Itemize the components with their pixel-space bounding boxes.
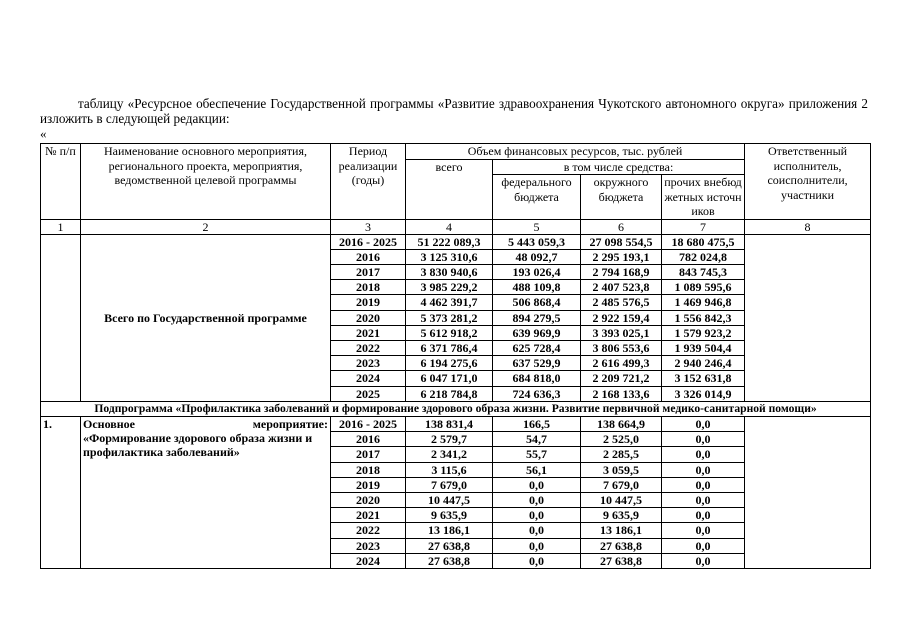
cell-district: 2 168 133,6 bbox=[581, 386, 662, 401]
cell-total: 5 373 281,2 bbox=[406, 310, 493, 325]
cell-district: 27 638,8 bbox=[581, 538, 662, 553]
cell-other: 0,0 bbox=[662, 553, 745, 568]
cell-other: 0,0 bbox=[662, 416, 745, 431]
activity-responsible-cell bbox=[745, 416, 871, 568]
cell-total: 2 341,2 bbox=[406, 447, 493, 462]
cell-period: 2017 bbox=[331, 264, 406, 279]
cell-federal: 56,1 bbox=[493, 462, 581, 477]
cell-total: 138 831,4 bbox=[406, 416, 493, 431]
cell-other: 0,0 bbox=[662, 432, 745, 447]
cell-other: 1 939 504,4 bbox=[662, 340, 745, 355]
table-row bbox=[41, 416, 871, 431]
resource-table bbox=[40, 143, 871, 569]
cell-period: 2017 bbox=[331, 447, 406, 462]
cell-total: 27 638,8 bbox=[406, 538, 493, 553]
activity-label bbox=[81, 416, 331, 568]
cell-district: 3 059,5 bbox=[581, 462, 662, 477]
cell-total: 3 125 310,6 bbox=[406, 249, 493, 264]
cell-period: 2021 bbox=[331, 325, 406, 340]
cell-total: 27 638,8 bbox=[406, 553, 493, 568]
cell-total: 6 218 784,8 bbox=[406, 386, 493, 401]
cell-federal: 0,0 bbox=[493, 508, 581, 523]
cell-federal: 724 636,3 bbox=[493, 386, 581, 401]
cell-federal: 0,0 bbox=[493, 477, 581, 492]
cell-district: 2 525,0 bbox=[581, 432, 662, 447]
cell-total: 9 635,9 bbox=[406, 508, 493, 523]
cell-federal: 166,5 bbox=[493, 416, 581, 431]
cell-district: 2 922 159,4 bbox=[581, 310, 662, 325]
cell-federal: 193 026,4 bbox=[493, 264, 581, 279]
colnum-1: 1 bbox=[41, 219, 81, 234]
cell-period: 2019 bbox=[331, 295, 406, 310]
cell-period: 2024 bbox=[331, 371, 406, 386]
cell-period: 2023 bbox=[331, 538, 406, 553]
cell-total: 7 679,0 bbox=[406, 477, 493, 492]
header-num: № п/п bbox=[41, 144, 81, 220]
header-total: всего bbox=[406, 159, 493, 219]
cell-other: 0,0 bbox=[662, 447, 745, 462]
colnum-4: 4 bbox=[406, 219, 493, 234]
cell-federal: 488 109,8 bbox=[493, 280, 581, 295]
cell-period: 2024 bbox=[331, 553, 406, 568]
cell-district: 13 186,1 bbox=[581, 523, 662, 538]
header-responsible: Ответственный исполнитель, соисполнители, участники bbox=[745, 144, 871, 220]
cell-district: 10 447,5 bbox=[581, 492, 662, 507]
cell-federal: 637 529,9 bbox=[493, 356, 581, 371]
colnum-6: 6 bbox=[581, 219, 662, 234]
colnum-7: 7 bbox=[662, 219, 745, 234]
cell-period: 2018 bbox=[331, 462, 406, 477]
cell-period: 2022 bbox=[331, 523, 406, 538]
column-numbers-row bbox=[41, 219, 871, 234]
cell-other: 782 024,8 bbox=[662, 249, 745, 264]
cell-total: 6 047 171,0 bbox=[406, 371, 493, 386]
cell-district: 3 393 025,1 bbox=[581, 325, 662, 340]
activity-num: 1. bbox=[41, 416, 81, 568]
cell-district: 27 098 554,5 bbox=[581, 234, 662, 249]
cell-other: 843 745,3 bbox=[662, 264, 745, 279]
cell-district: 27 638,8 bbox=[581, 553, 662, 568]
cell-other: 0,0 bbox=[662, 462, 745, 477]
subprogram-row bbox=[41, 401, 871, 416]
cell-federal: 54,7 bbox=[493, 432, 581, 447]
cell-period: 2016 bbox=[331, 432, 406, 447]
colnum-5: 5 bbox=[493, 219, 581, 234]
cell-other: 1 579 923,2 bbox=[662, 325, 745, 340]
cell-period: 2023 bbox=[331, 356, 406, 371]
cell-total: 6 371 786,4 bbox=[406, 340, 493, 355]
cell-other: 0,0 bbox=[662, 538, 745, 553]
intro-text: таблицу «Ресурсное обеспечение Государственной программы «Развитие здравоохранения Чукотского автономного округа» приложения 2 изложить в следующей редакции: bbox=[40, 96, 868, 126]
header-district: окружного бюджета bbox=[581, 175, 662, 220]
cell-district: 7 679,0 bbox=[581, 477, 662, 492]
header-period: Период реализации (годы) bbox=[331, 144, 406, 220]
subprogram-title: Подпрограмма «Профилактика заболеваний и формирование здорового образа жизни. Развитие первичной медико-санитарной помощи» bbox=[41, 401, 871, 416]
cell-district: 2 295 193,1 bbox=[581, 249, 662, 264]
cell-period: 2020 bbox=[331, 310, 406, 325]
cell-federal: 625 728,4 bbox=[493, 340, 581, 355]
cell-period: 2020 bbox=[331, 492, 406, 507]
cell-total: 5 612 918,2 bbox=[406, 325, 493, 340]
table-body bbox=[41, 144, 871, 569]
intro-paragraph bbox=[40, 96, 868, 126]
cell-total: 3 985 229,2 bbox=[406, 280, 493, 295]
cell-other: 18 680 475,5 bbox=[662, 234, 745, 249]
cell-other: 1 556 842,3 bbox=[662, 310, 745, 325]
cell-other: 1 469 946,8 bbox=[662, 295, 745, 310]
cell-other: 0,0 bbox=[662, 508, 745, 523]
total-responsible-cell bbox=[745, 234, 871, 401]
cell-period: 2018 bbox=[331, 280, 406, 295]
cell-district: 2 794 168,9 bbox=[581, 264, 662, 279]
cell-district: 2 285,5 bbox=[581, 447, 662, 462]
colnum-8: 8 bbox=[745, 219, 871, 234]
cell-district: 138 664,9 bbox=[581, 416, 662, 431]
cell-federal: 0,0 bbox=[493, 523, 581, 538]
cell-total: 13 186,1 bbox=[406, 523, 493, 538]
cell-total: 3 115,6 bbox=[406, 462, 493, 477]
cell-total: 10 447,5 bbox=[406, 492, 493, 507]
cell-federal: 0,0 bbox=[493, 553, 581, 568]
activity-label-line1: Основное мероприятие: bbox=[83, 416, 328, 431]
table-row bbox=[41, 234, 871, 249]
cell-district: 2 209 721,2 bbox=[581, 371, 662, 386]
cell-federal: 0,0 bbox=[493, 492, 581, 507]
cell-federal: 5 443 059,3 bbox=[493, 234, 581, 249]
header-row-1 bbox=[41, 144, 871, 160]
cell-period: 2016 - 2025 bbox=[331, 234, 406, 249]
cell-other: 2 940 246,4 bbox=[662, 356, 745, 371]
activity-label-rest: «Формирование здорового образа жизни и профилактика заболеваний» bbox=[83, 431, 313, 460]
cell-district: 2 485 576,5 bbox=[581, 295, 662, 310]
cell-other: 0,0 bbox=[662, 477, 745, 492]
cell-federal: 639 969,9 bbox=[493, 325, 581, 340]
cell-total: 51 222 089,3 bbox=[406, 234, 493, 249]
header-including: в том числе средства: bbox=[493, 159, 745, 175]
cell-federal: 506 868,4 bbox=[493, 295, 581, 310]
total-label: Всего по Государственной программе bbox=[81, 234, 331, 401]
total-num-cell bbox=[41, 234, 81, 401]
header-name: Наименование основного мероприятия, регионального проекта, мероприятия, ведомственной целевой программы bbox=[81, 144, 331, 220]
cell-period: 2021 bbox=[331, 508, 406, 523]
cell-district: 9 635,9 bbox=[581, 508, 662, 523]
cell-period: 2022 bbox=[331, 340, 406, 355]
colnum-3: 3 bbox=[331, 219, 406, 234]
cell-period: 2016 - 2025 bbox=[331, 416, 406, 431]
cell-period: 2025 bbox=[331, 386, 406, 401]
cell-total: 3 830 940,6 bbox=[406, 264, 493, 279]
cell-district: 3 806 553,6 bbox=[581, 340, 662, 355]
header-federal: федерального бюджета bbox=[493, 175, 581, 220]
cell-other: 0,0 bbox=[662, 523, 745, 538]
cell-federal: 0,0 bbox=[493, 538, 581, 553]
cell-federal: 894 279,5 bbox=[493, 310, 581, 325]
cell-other: 3 326 014,9 bbox=[662, 386, 745, 401]
colnum-2: 2 bbox=[81, 219, 331, 234]
cell-total: 2 579,7 bbox=[406, 432, 493, 447]
cell-other: 0,0 bbox=[662, 492, 745, 507]
cell-total: 6 194 275,6 bbox=[406, 356, 493, 371]
header-other: прочих внебюджетных источников bbox=[662, 175, 745, 220]
cell-federal: 55,7 bbox=[493, 447, 581, 462]
cell-period: 2019 bbox=[331, 477, 406, 492]
opening-quote: « bbox=[40, 126, 47, 141]
cell-other: 1 089 595,6 bbox=[662, 280, 745, 295]
cell-federal: 48 092,7 bbox=[493, 249, 581, 264]
header-volume: Объем финансовых ресурсов, тыс. рублей bbox=[406, 144, 745, 160]
cell-total: 4 462 391,7 bbox=[406, 295, 493, 310]
cell-other: 3 152 631,8 bbox=[662, 371, 745, 386]
cell-federal: 684 818,0 bbox=[493, 371, 581, 386]
cell-district: 2 407 523,8 bbox=[581, 280, 662, 295]
cell-period: 2016 bbox=[331, 249, 406, 264]
cell-district: 2 616 499,3 bbox=[581, 356, 662, 371]
